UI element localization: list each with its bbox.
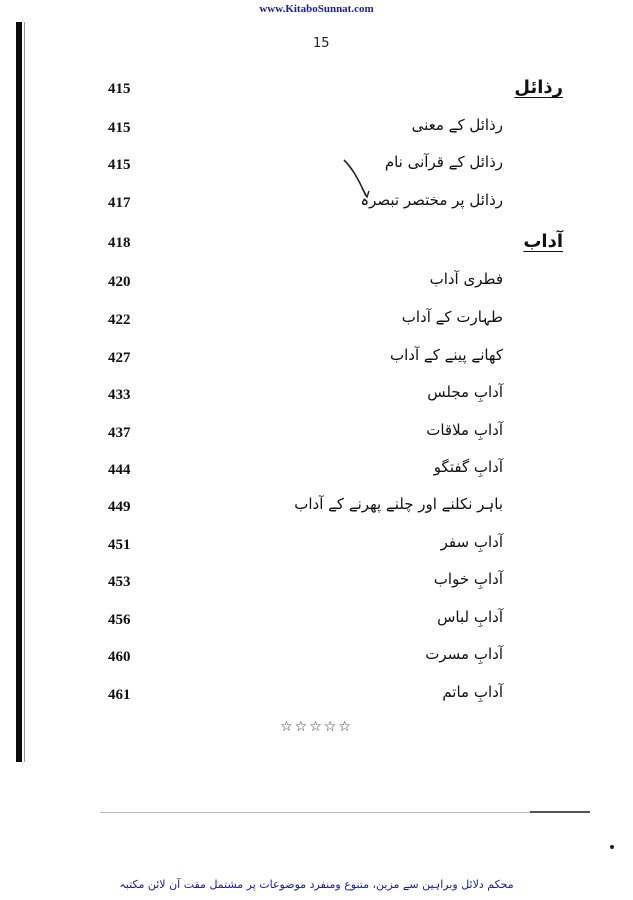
toc-page-number: 451 <box>108 537 131 553</box>
toc-row <box>0 231 633 261</box>
toc-page-number: 460 <box>108 649 131 665</box>
toc-page-number: 433 <box>108 387 131 403</box>
toc-page-number: 461 <box>108 687 131 703</box>
toc-page-number: 422 <box>108 312 131 328</box>
toc-row <box>0 346 633 376</box>
footer-divider-accent <box>530 811 590 813</box>
toc-heading-title: آداب <box>523 231 563 252</box>
toc-entry-title: رذائل پر مختصر تبصرہ <box>360 191 503 209</box>
toc-row <box>0 683 633 713</box>
toc-page-number: 418 <box>108 235 131 251</box>
toc-row <box>0 77 633 107</box>
toc-row <box>0 495 633 525</box>
footer-divider <box>100 812 590 813</box>
toc-entry-title: کھانے پینے کے آداب <box>390 346 503 364</box>
toc-row <box>0 533 633 563</box>
toc-page-number: 417 <box>108 195 131 211</box>
toc-row <box>0 645 633 675</box>
toc-row <box>0 608 633 638</box>
toc-page-number: 415 <box>108 81 131 97</box>
pen-mark-icon <box>342 158 372 200</box>
site-url-link[interactable]: www.KitaboSunnat.com <box>259 3 374 15</box>
scan-speck <box>610 845 614 849</box>
toc-entry-title: آدابِ لباس <box>437 608 503 626</box>
toc-row <box>0 191 633 221</box>
toc-page-number: 453 <box>108 574 131 590</box>
toc-page-number: 449 <box>108 499 131 515</box>
toc-entry-title: رذائل کے معنی <box>411 116 503 134</box>
toc-page-number: 415 <box>108 157 131 173</box>
toc-page-number: 444 <box>108 462 131 478</box>
toc-row <box>0 308 633 338</box>
toc-entry-title: آدابِ خواب <box>433 570 503 588</box>
toc-entry-title: رذائل کے قرآنی نام <box>384 153 503 171</box>
page-number: 15 <box>313 36 330 51</box>
toc-row <box>0 116 633 146</box>
toc-entry-title: آدابِ گفتگو <box>433 458 503 476</box>
toc-page-number: 437 <box>108 425 131 441</box>
toc-heading-title: رذائل <box>514 77 563 98</box>
toc-row <box>0 570 633 600</box>
toc-entry-title: آدابِ ملاقات <box>426 421 503 439</box>
toc-row <box>0 421 633 451</box>
toc-row <box>0 153 633 183</box>
toc-entry-title: آدابِ ماتم <box>442 683 503 701</box>
toc-entry-title: فطری آداب <box>429 270 503 288</box>
toc-entry-title: آدابِ سفر <box>440 533 503 551</box>
toc-entry-title: باہر نکلنے اور چلنے پھرنے کے آداب <box>294 495 503 513</box>
footer-tagline: محکم دلائل وبراہین سے مزین، متنوع ومنفرد موضوعات پر مشتمل مفت آن لائن مکتبہ <box>119 878 514 891</box>
toc-entry-title: آدابِ مسرت <box>425 645 503 663</box>
toc-row <box>0 383 633 413</box>
toc-row <box>0 270 633 300</box>
toc-entry-title: آدابِ مجلس <box>427 383 503 401</box>
stars-divider: ☆☆☆☆☆ <box>280 719 353 735</box>
toc-row <box>0 458 633 488</box>
toc-page-number: 415 <box>108 120 131 136</box>
toc-page-number: 420 <box>108 274 131 290</box>
toc-page-number: 456 <box>108 612 131 628</box>
toc-entry-title: طہارت کے آداب <box>401 308 503 326</box>
toc-page-number: 427 <box>108 350 131 366</box>
